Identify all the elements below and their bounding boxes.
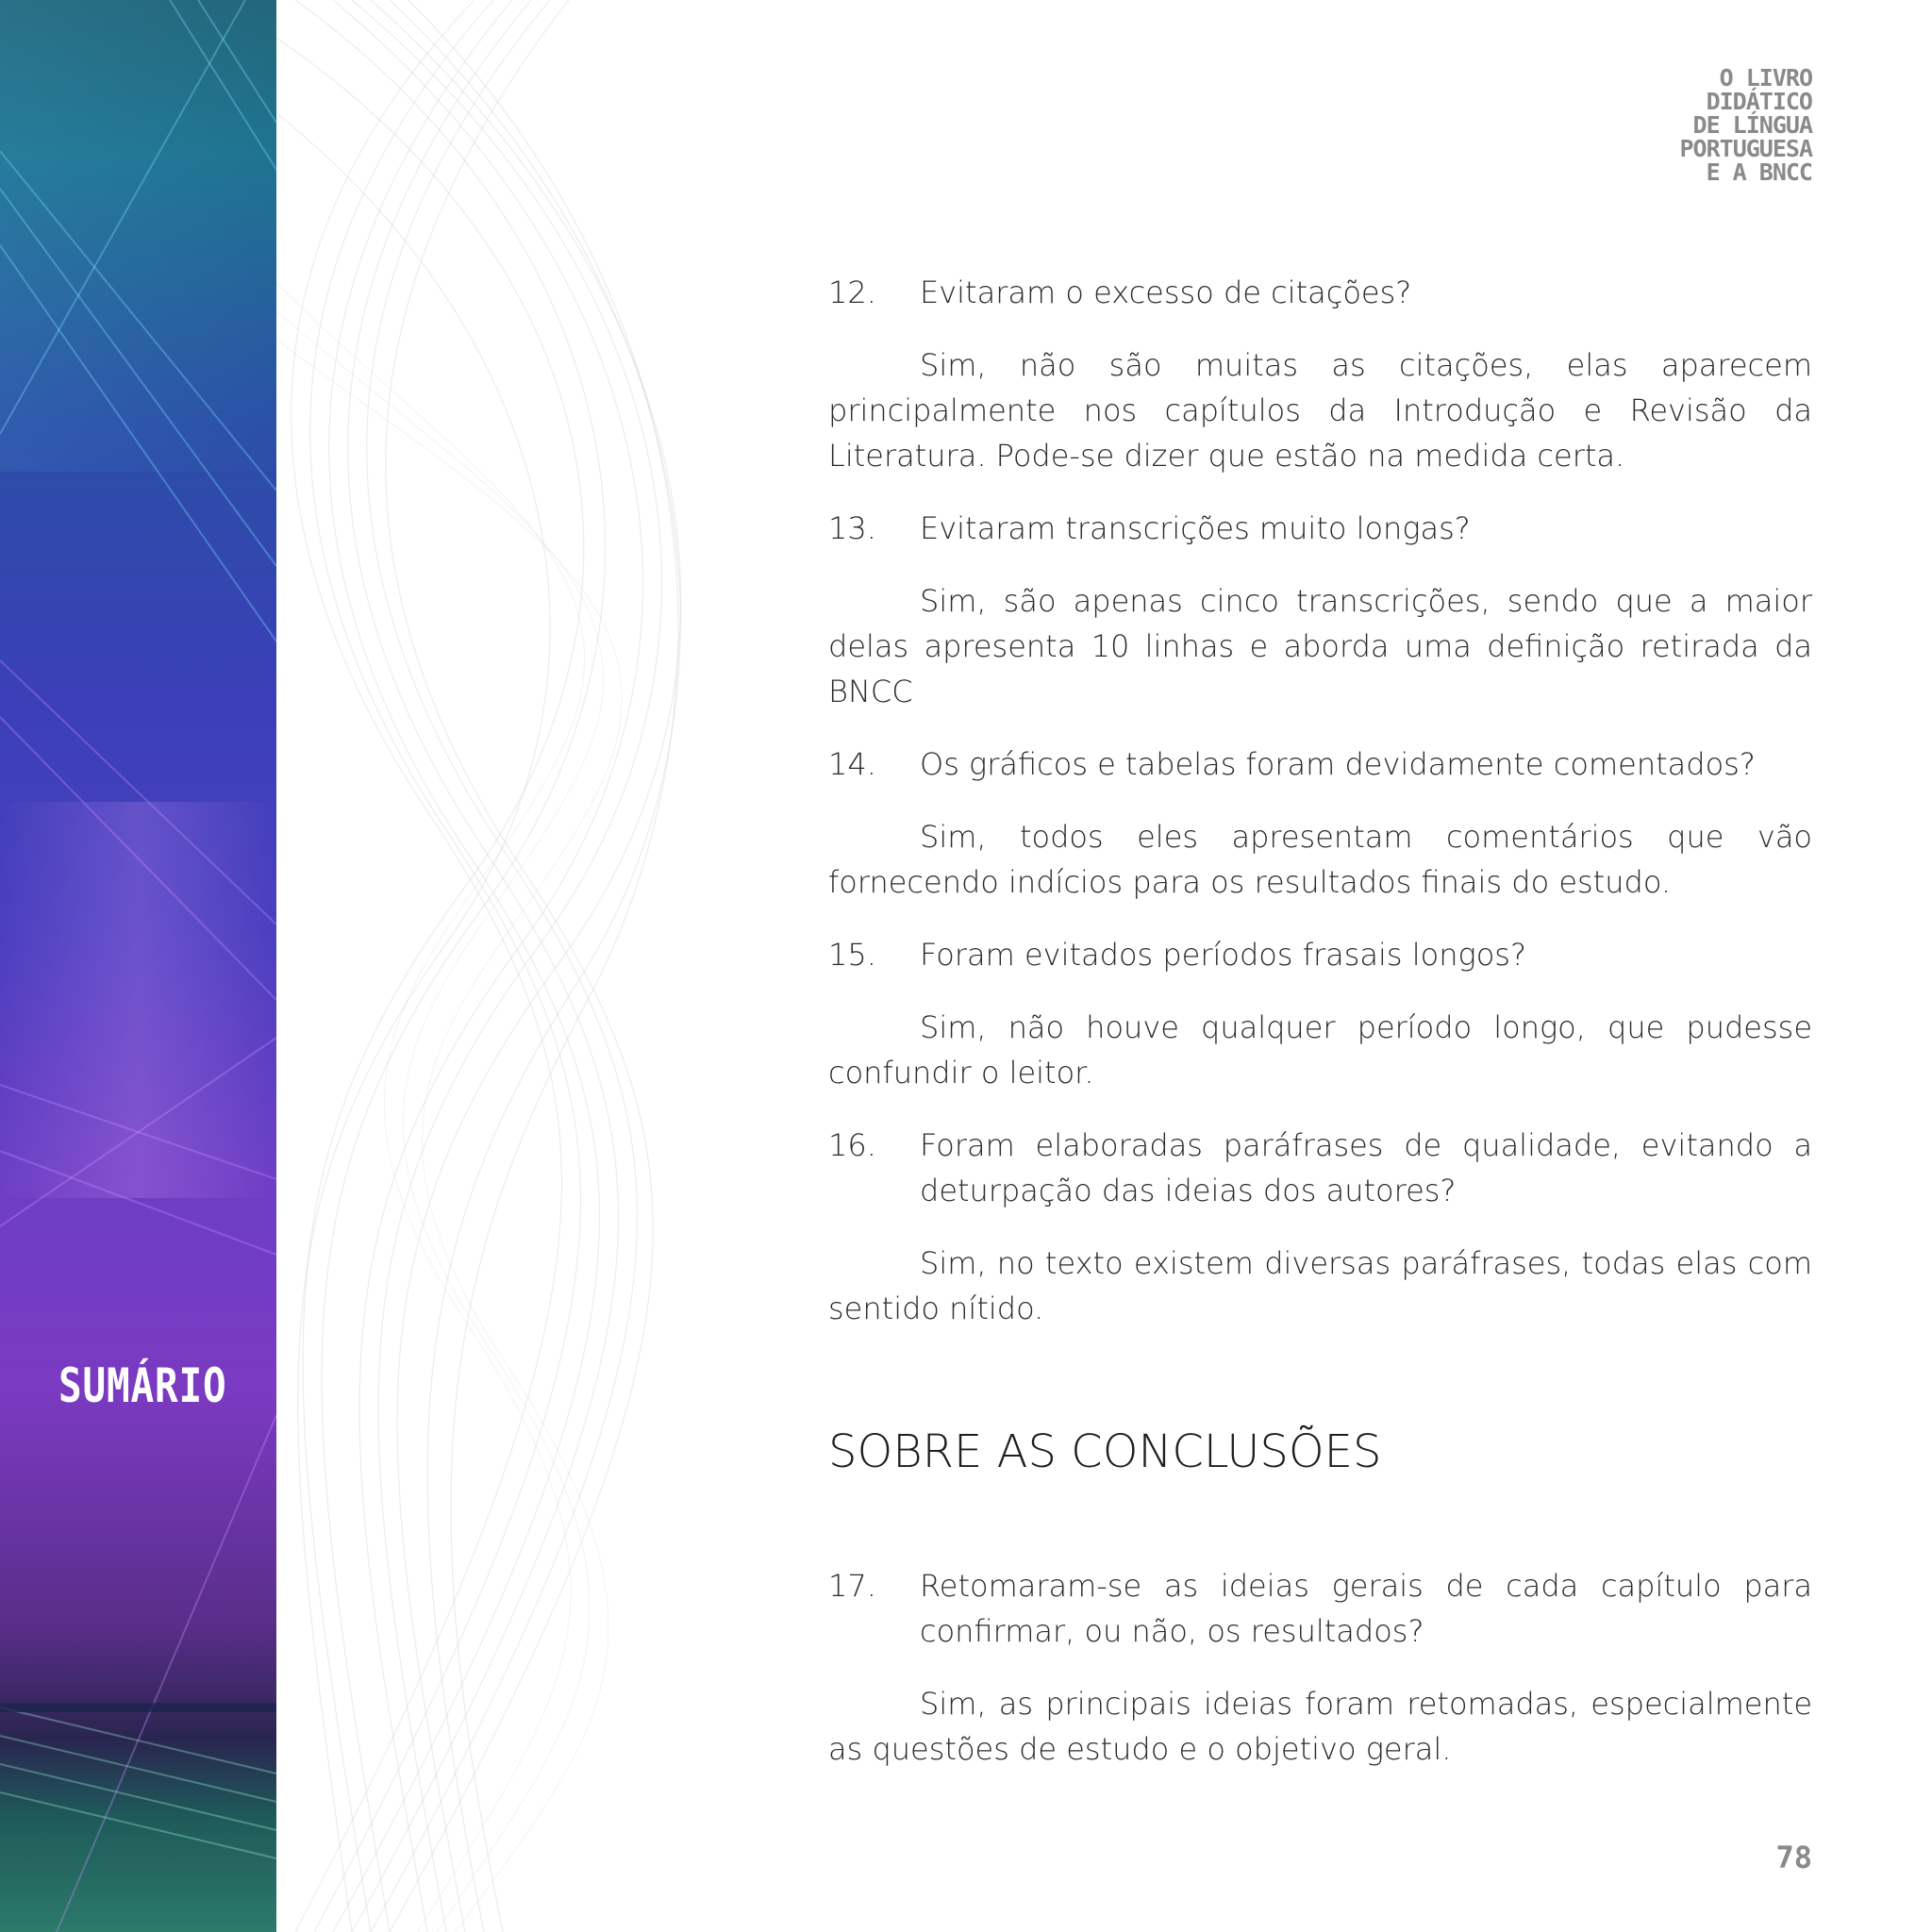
question-text: Foram evitados períodos frasais longos? <box>920 937 1526 973</box>
question-number: 13. <box>828 510 876 546</box>
answer-paragraph: Sim, no texto existem diversas paráfrases, todas elas com sentido nítido. <box>828 1245 1812 1326</box>
sidebar-decorative-band <box>0 0 276 1932</box>
section-heading: SOBRE AS CONCLUSÕES <box>828 1425 1382 1478</box>
question-text: Retomaram-se as ideias gerais de cada capítulo para confirmar, ou não, os resultados? <box>920 1568 1812 1649</box>
wave-lines <box>276 0 767 1932</box>
question-number: 16. <box>828 1127 876 1163</box>
question-item <box>828 932 1812 977</box>
answer-paragraph: Sim, todos eles apresentam comentários que vão fornecendo indícios para os resultados finais do estudo. <box>828 819 1812 900</box>
answer-paragraph: Sim, são apenas cinco transcrições, sendo que a maior delas apresenta 10 linhas e aborda uma definição retirada da BNCC <box>828 583 1812 709</box>
question-item <box>828 270 1812 315</box>
question-item <box>828 1563 1812 1654</box>
main-text-column <box>828 270 1812 1772</box>
question-text: Os gráficos e tabelas foram devidamente comentados? <box>920 746 1756 782</box>
question-item <box>828 1123 1812 1213</box>
question-number: 12. <box>828 275 876 310</box>
question-number: 15. <box>828 937 876 973</box>
question-text: Evitaram transcrições muito longas? <box>920 510 1471 546</box>
question-item <box>828 506 1812 551</box>
book-title-line: DE LÍNGUA <box>1692 111 1812 139</box>
question-item <box>828 741 1812 787</box>
question-text: Foram elaboradas paráfrases de qualidade, evitando a deturpação das ideias dos autores? <box>920 1127 1812 1208</box>
running-header-book-title <box>1679 66 1812 184</box>
book-title-line: DIDÁTICO <box>1706 88 1812 115</box>
book-title-line: E A BNCC <box>1706 158 1812 186</box>
sumario-link[interactable]: SUMÁRIO <box>58 1358 227 1413</box>
sidebar-light-streaks <box>0 0 276 1932</box>
answer-paragraph: Sim, não são muitas as citações, elas aparecem principalmente nos capítulos da Introdução e Revisão da Literatura. Pode-se dizer que estão na medida certa. <box>828 347 1812 474</box>
book-title-line: PORTUGUESA <box>1679 135 1812 162</box>
answer-paragraph: Sim, não houve qualquer período longo, que pudesse confundir o leitor. <box>828 1009 1812 1091</box>
question-number: 17. <box>828 1568 876 1604</box>
answer-paragraph: Sim, as principais ideias foram retomadas, especialmente as questões de estudo e o objetivo geral. <box>828 1686 1812 1767</box>
question-number: 14. <box>828 746 876 782</box>
page-number: 78 <box>1775 1840 1812 1875</box>
decorative-wave-graphic <box>276 0 767 1932</box>
book-title-line: O LIVRO <box>1719 64 1812 92</box>
question-text: Evitaram o excesso de citações? <box>920 275 1412 310</box>
